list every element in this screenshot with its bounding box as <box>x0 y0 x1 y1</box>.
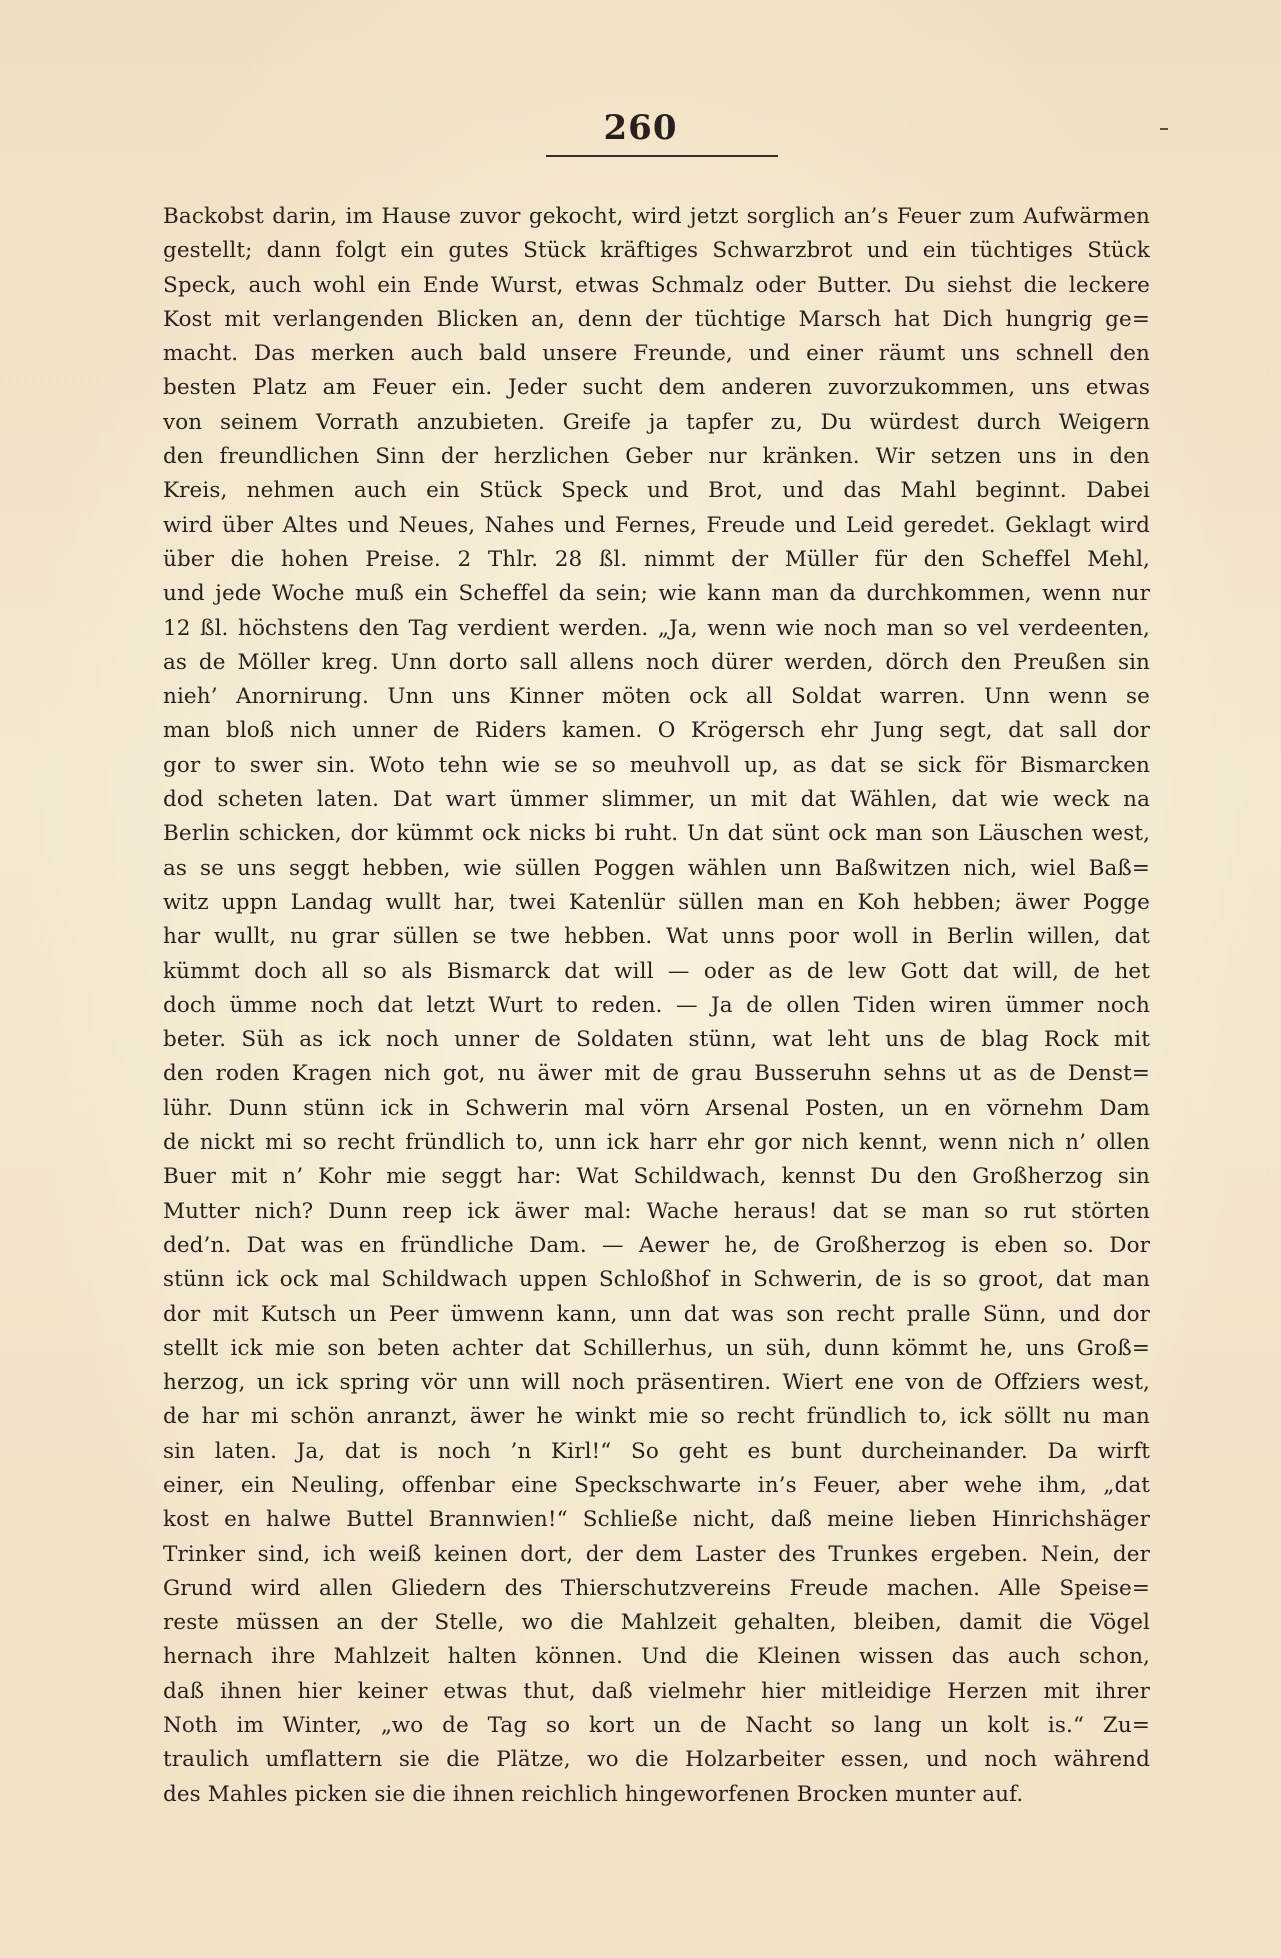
text-line: dor mit Kutsch un Peer ümwenn kann, unn dat was son recht pralle Sünn, und dor <box>163 1301 1150 1327</box>
text-line: reste müssen an der Stelle, wo die Mahlzeit gehalten, bleiben, damit die Vögel <box>163 1610 1150 1636</box>
text-line: gor to swer sin. Woto tehn wie se so meuhvoll up, as dat se sick för Bismarcken <box>163 752 1150 778</box>
text-line: Mutter nich? Dunn reep ick äwer mal: Wache heraus! dat se man so rut störten <box>163 1198 1150 1224</box>
text-line: stellt ick mie son beten achter dat Schillerhus, un süh, dunn kömmt he, uns Groß= <box>163 1335 1150 1361</box>
text-line: besten Platz am Feuer ein. Jeder sucht dem anderen zuvorzukommen, uns etwas <box>163 375 1150 401</box>
text-line: doch ümme noch dat letzt Wurt to reden. — Ja de ollen Tiden wiren ümmer noch <box>163 992 1150 1018</box>
text-line: herzog, un ick spring vör unn will noch präsentiren. Wiert ene von de Offziers west, <box>163 1370 1150 1396</box>
page-number: 260 <box>603 108 678 148</box>
text-line: den roden Kragen nich got, nu äwer mit de grau Busseruhn sehns ut as de Denst= <box>163 1061 1150 1087</box>
text-line: einer, ein Neuling, offenbar eine Speckschwarte in’s Feuer, aber wehe ihm, „dat <box>163 1472 1150 1498</box>
text-line: nieh’ Anornirung. Unn uns Kinner möten ock all Soldat warren. Unn wenn se <box>163 684 1150 710</box>
text-line: as se uns seggt hebben, wie süllen Poggen wählen unn Baßwitzen nich, wiel Baß= <box>163 855 1150 881</box>
text-line: Grund wird allen Gliedern des Thierschutzvereins Freude machen. Alle Speise= <box>163 1575 1150 1601</box>
text-line: Backobst darin, im Hause zuvor gekocht, wird jetzt sorglich an’s Feuer zum Aufwärmen <box>163 204 1150 229</box>
text-line: dod scheten laten. Dat wart ümmer slimmer, un mit dat Wählen, dat wie weck na <box>163 787 1150 813</box>
text-line: beter. Süh as ick noch unner de Soldaten stünn, wat leht uns de blag Rock mit <box>163 1027 1150 1053</box>
text-line: traulich umflattern sie die Plätze, wo die Holzarbeiter essen, und noch während <box>163 1747 1150 1773</box>
text-line: des Mahles picken sie die ihnen reichlich hingeworfenen Brocken munter auf. <box>163 1781 1024 1807</box>
header-rule <box>546 155 778 157</box>
text-line: ded’n. Dat was en fründliche Dam. — Aewer he, de Großherzog is eben so. Dor <box>163 1232 1150 1258</box>
ink-speck <box>1160 128 1168 130</box>
text-line: Kost mit verlangenden Blicken an, denn der tüchtige Marsch hat Dich hungrig ge= <box>163 306 1150 332</box>
text-line: Kreis, nehmen auch ein Stück Speck und Brot, und das Mahl beginnt. Dabei <box>163 478 1150 504</box>
text-line: as de Möller kreg. Unn dorto sall allens noch dürer werden, dörch den Preußen sin <box>163 649 1150 675</box>
body-text <box>163 200 1150 1812</box>
text-line: kost en halwe Buttel Brannwien!“ Schließe nicht, daß meine lieben Hinrichshäger <box>163 1507 1150 1533</box>
text-line: witz uppn Landag wullt har, twei Katenlür süllen man en Koh hebben; äwer Pogge <box>163 889 1150 915</box>
text-line: den freundlichen Sinn der herzlichen Geber nur kränken. Wir setzen uns in den <box>163 444 1150 470</box>
text-line: und jede Woche muß ein Scheffel da sein; wie kann man da durchkommen, wenn nur <box>163 581 1150 607</box>
text-line: von seinem Vorrath anzubieten. Greife ja tapfer zu, Du würdest durch Weigern <box>163 409 1150 435</box>
text-line: kümmt doch all so als Bismarck dat will — oder as de lew Gott dat will, de het <box>163 958 1150 984</box>
text-line: über die hohen Preise. 2 Thlr. 28 ßl. nimmt der Müller für den Scheffel Mehl, <box>163 546 1150 572</box>
text-line: Speck, auch wohl ein Ende Wurst, etwas Schmalz oder Butter. Du siehst die leckere <box>163 272 1150 298</box>
text-line: 12 ßl. höchstens den Tag verdient werden. „Ja, wenn wie noch man so vel verdeenten, <box>163 615 1150 641</box>
text-line: Berlin schicken, dor kümmt ock nicks bi ruht. Un dat sünt ock man son Läuschen west, <box>163 821 1150 847</box>
text-line: daß ihnen hier keiner etwas thut, daß vielmehr hier mitleidige Herzen mit ihrer <box>163 1678 1150 1704</box>
text-line: hernach ihre Mahlzeit halten können. Und die Kleinen wissen das auch schon, <box>163 1644 1150 1670</box>
text-line: man bloß nich unner de Riders kamen. O Krögersch ehr Jung segt, dat sall dor <box>163 718 1150 744</box>
text-line: Noth im Winter, „wo de Tag so kort un de Nacht so lang un kolt is.“ Zu= <box>163 1713 1150 1739</box>
text-line: wird über Altes und Neues, Nahes und Fernes, Freude und Leid geredet. Geklagt wird <box>163 512 1150 538</box>
text-line: Buer mit n’ Kohr mie seggt har: Wat Schildwach, kennst Du den Großherzog sin <box>163 1164 1150 1190</box>
text-line: de nickt mi so recht fründlich to, unn ick harr ehr gor nich kennt, wenn nich n’ ollen <box>163 1130 1150 1156</box>
text-line: stünn ick ock mal Schildwach uppen Schloßhof in Schwerin, de is so groot, dat man <box>163 1267 1150 1293</box>
text-line: gestellt; dann folgt ein gutes Stück kräftiges Schwarzbrot und ein tüchtiges Stück <box>163 238 1150 264</box>
text-line: sin laten. Ja, dat is noch ’n Kirl!“ So geht es bunt durcheinander. Da wirft <box>163 1438 1150 1464</box>
text-line: Trinker sind, ich weiß keinen dort, der dem Laster des Trunkes ergeben. Nein, der <box>163 1541 1150 1567</box>
text-line: har wullt, nu grar süllen se twe hebben. Wat unns poor woll in Berlin willen, dat <box>163 924 1150 950</box>
text-line: macht. Das merken auch bald unsere Freunde, und einer räumt uns schnell den <box>163 341 1150 367</box>
text-line: de har mi schön anranzt, äwer he winkt mie so recht fründlich to, ick söllt nu man <box>163 1404 1150 1430</box>
text-line: lühr. Dunn stünn ick in Schwerin mal vörn Arsenal Posten, un en vörnehm Dam <box>163 1095 1150 1121</box>
